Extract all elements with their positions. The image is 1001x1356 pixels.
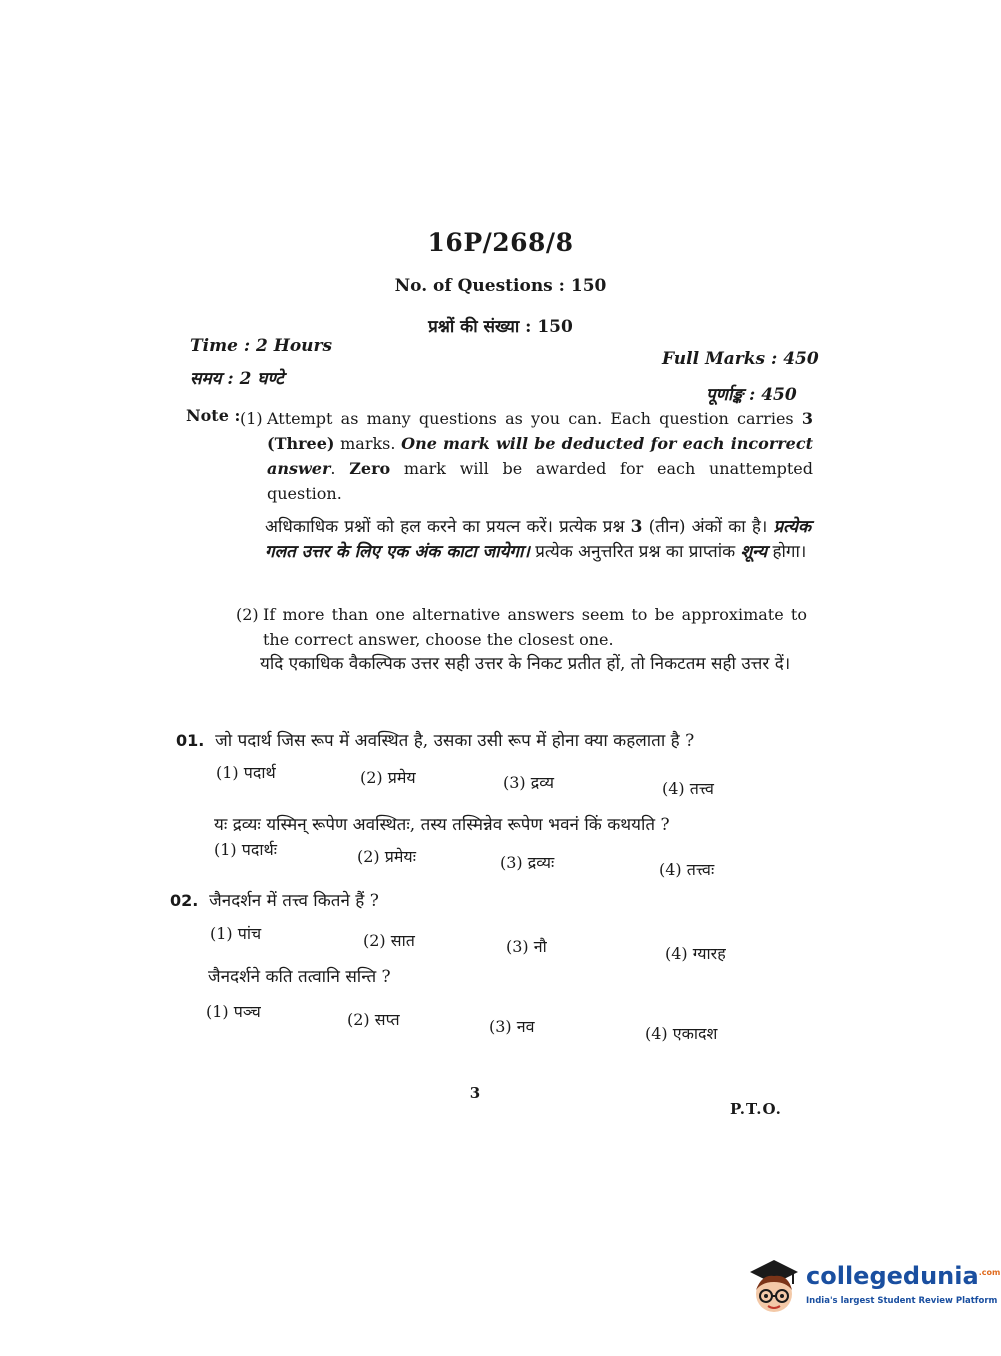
q2-option-2-hi: (2) सात — [363, 931, 415, 950]
page-number: 3 — [469, 1084, 481, 1102]
question-2-sanskrit: जैनदर्शने कति तत्वानि सन्ति ? — [208, 967, 391, 987]
note-2-number: (2) — [236, 605, 259, 624]
num-questions-en: No. of Questions : 150 — [394, 276, 607, 296]
watermark-brand: collegedunia$^{.com}$ — [806, 1262, 1001, 1290]
q1-option-2-hi: (2) प्रमेय — [360, 768, 416, 787]
note-2-english: If more than one alternative answers seem to be approximate to the correct answer, choose the closest one. — [263, 605, 807, 649]
watermark-tagline: India's largest Student Review Platform — [806, 1296, 998, 1306]
note-1-english: Attempt as many questions as you can. Each question carries 3 (Three) marks. One mark will be deducted for each incorrect answer. Zero mark will be awarded for each unattempted question. — [267, 409, 814, 503]
q2-option-3-sa: (3) नव — [489, 1017, 535, 1036]
time-hi: समय : 2 घण्टे — [190, 369, 284, 389]
question-1-sanskrit: यः द्रव्यः यस्मिन् रूपेण अवस्थितः, तस्य तस्मिन्नेव रूपेण भवनं किं कथयति ? — [214, 815, 670, 835]
q1-option-4-sa: (4) तत्त्वः — [659, 860, 715, 879]
time-en: Time : 2 Hours — [190, 336, 333, 356]
q2-option-4-sa: (4) एकादश — [645, 1024, 718, 1043]
q1-option-3-hi: (3) द्रव्य — [503, 773, 554, 792]
note-1-hindi: अधिकाधिक प्रश्नों को हल करने का प्रयत्न करें। प्रत्येक प्रश्न 3 (तीन) अंकों का है। प्रत्येक गलत उत्तर के लिए एक अंक काटा जायेगा। प्रत्येक अनुत्तरित प्रश्न का प्राप्तांक शून्य होगा। — [265, 517, 812, 562]
q1-option-4-hi: (4) तत्त्व — [662, 779, 714, 798]
full-marks-en: Full Marks : 450 — [662, 349, 819, 369]
num-questions-hi: प्रश्नों की संख्या : 150 — [428, 317, 573, 337]
q1-option-3-sa: (3) द्रव्यः — [500, 853, 555, 872]
q1-option-1-hi: (1) पदार्थ — [216, 763, 276, 782]
q2-option-2-sa: (2) सप्त — [347, 1010, 400, 1029]
paper-code: 16P/268/8 — [427, 228, 574, 257]
note-1-number: (1) — [240, 409, 263, 428]
pto-label: P.T.O. — [730, 1100, 782, 1118]
q1-option-2-sa: (2) प्रमेयः — [357, 847, 416, 866]
question-2: 02. जैनदर्शन में तत्त्व कितने हैं ? — [170, 891, 379, 911]
note-2-hindi: यदि एकाधिक वैकल्पिक उत्तर सही उत्तर के निकट प्रतीत हों, तो निकटतम सही उत्तर दें। — [260, 654, 791, 674]
note-label: Note : — [186, 406, 241, 425]
q2-option-3-hi: (3) नौ — [506, 937, 547, 956]
q2-option-1-hi: (1) पांच — [210, 924, 262, 943]
question-1: 01. जो पदार्थ जिस रूप में अवस्थित है, उसका उसी रूप में होना क्या कहलाता है ? — [176, 731, 695, 751]
full-marks-hi: पूर्णाङ्क : 450 — [706, 385, 797, 405]
q2-option-1-sa: (1) पञ्च — [206, 1002, 261, 1021]
q1-option-1-sa: (1) पदार्थः — [214, 840, 277, 859]
q2-option-4-hi: (4) ग्यारह — [665, 944, 726, 963]
